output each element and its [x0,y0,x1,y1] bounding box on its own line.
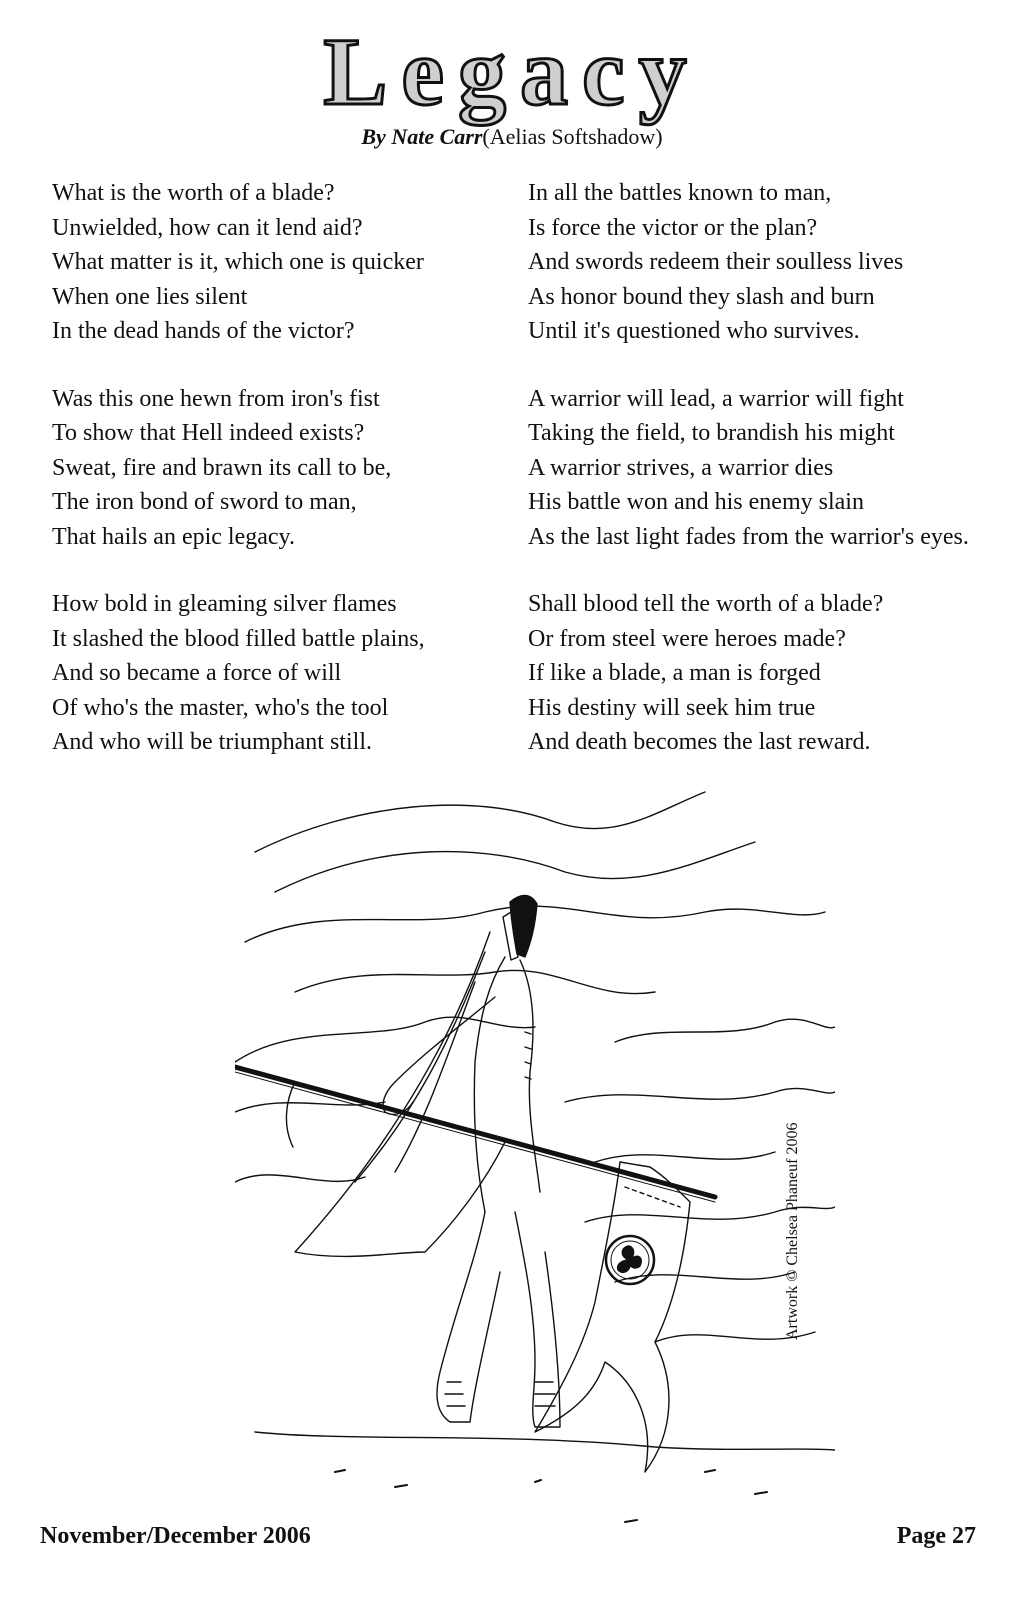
poem-line: Of who's the master, who's the tool [52,694,389,721]
poem-line: And swords redeem their soulless lives [528,249,904,275]
poem-line: If like a blade, a man is forged [528,660,821,686]
stanza [528,382,998,555]
stanza [528,176,998,349]
warrior-illustration [235,782,835,1527]
poem-line: Taking the field, to brandish his might [528,420,895,446]
poem-line: Shall blood tell the worth of a blade? [528,591,884,617]
poem-right-column [528,176,998,793]
page-number: Page 27 [896,1523,976,1549]
issue-date: November/December 2006 [40,1523,311,1549]
triskele-emblem-icon [606,1236,654,1284]
poem-line: How bold in gleaming silver flames [52,591,397,617]
poem-line: When one lies silent [52,283,248,310]
poem-line: In all the battles known to man, [528,180,832,206]
poem-line: What matter is it, which one is quicker [52,249,424,275]
poem-line: What is the worth of a blade? [52,180,335,206]
poem-line: A warrior will lead, a warrior will fight [528,385,904,412]
poem-line: It slashed the blood filled battle plains, [52,625,425,652]
poem-line: That hails an epic legacy. [52,523,295,550]
stanza [528,587,998,760]
author-alias: (Aelias Softshadow) [482,124,663,149]
poem-line: His destiny will seek him true [528,694,816,721]
byline-prefix: By [361,124,386,149]
poem-line: As honor bound they slash and burn [528,283,875,310]
poem-line: Until it's questioned who survives. [528,318,860,344]
poem-line: In the dead hands of the victor? [52,318,355,344]
stanza [52,587,512,760]
poem-line: Unwielded, how can it lend aid? [52,214,363,241]
poem-line: His battle won and his enemy slain [528,489,864,515]
poem-line: Is force the victor or the plan? [528,214,818,241]
poem-line: And death becomes the last reward. [528,729,871,755]
poem-line: And who will be triumphant still. [52,729,372,755]
poem-line: Or from steel were heroes made? [528,625,846,652]
stanza [52,382,512,555]
artwork-credit: Artwork © Chelsea Phaneuf 2006 [784,1122,801,1340]
poem-left-column [52,176,512,793]
poem-line: And so became a force of will [52,660,342,686]
poem-line: To show that Hell indeed exists? [52,420,365,446]
poem-line: Was this one hewn from iron's fist [52,385,380,412]
poem-line: A warrior strives, a warrior dies [528,454,834,481]
byline [0,124,1024,150]
poem-title: Legacy [323,18,701,125]
poem-line: As the last light fades from the warrior's eyes. [528,523,969,550]
author-name: Nate Carr [391,124,483,149]
poem-line: The iron bond of sword to man, [52,489,357,515]
stanza [52,176,512,349]
poem-line: Sweat, fire and brawn its call to be, [52,454,392,481]
